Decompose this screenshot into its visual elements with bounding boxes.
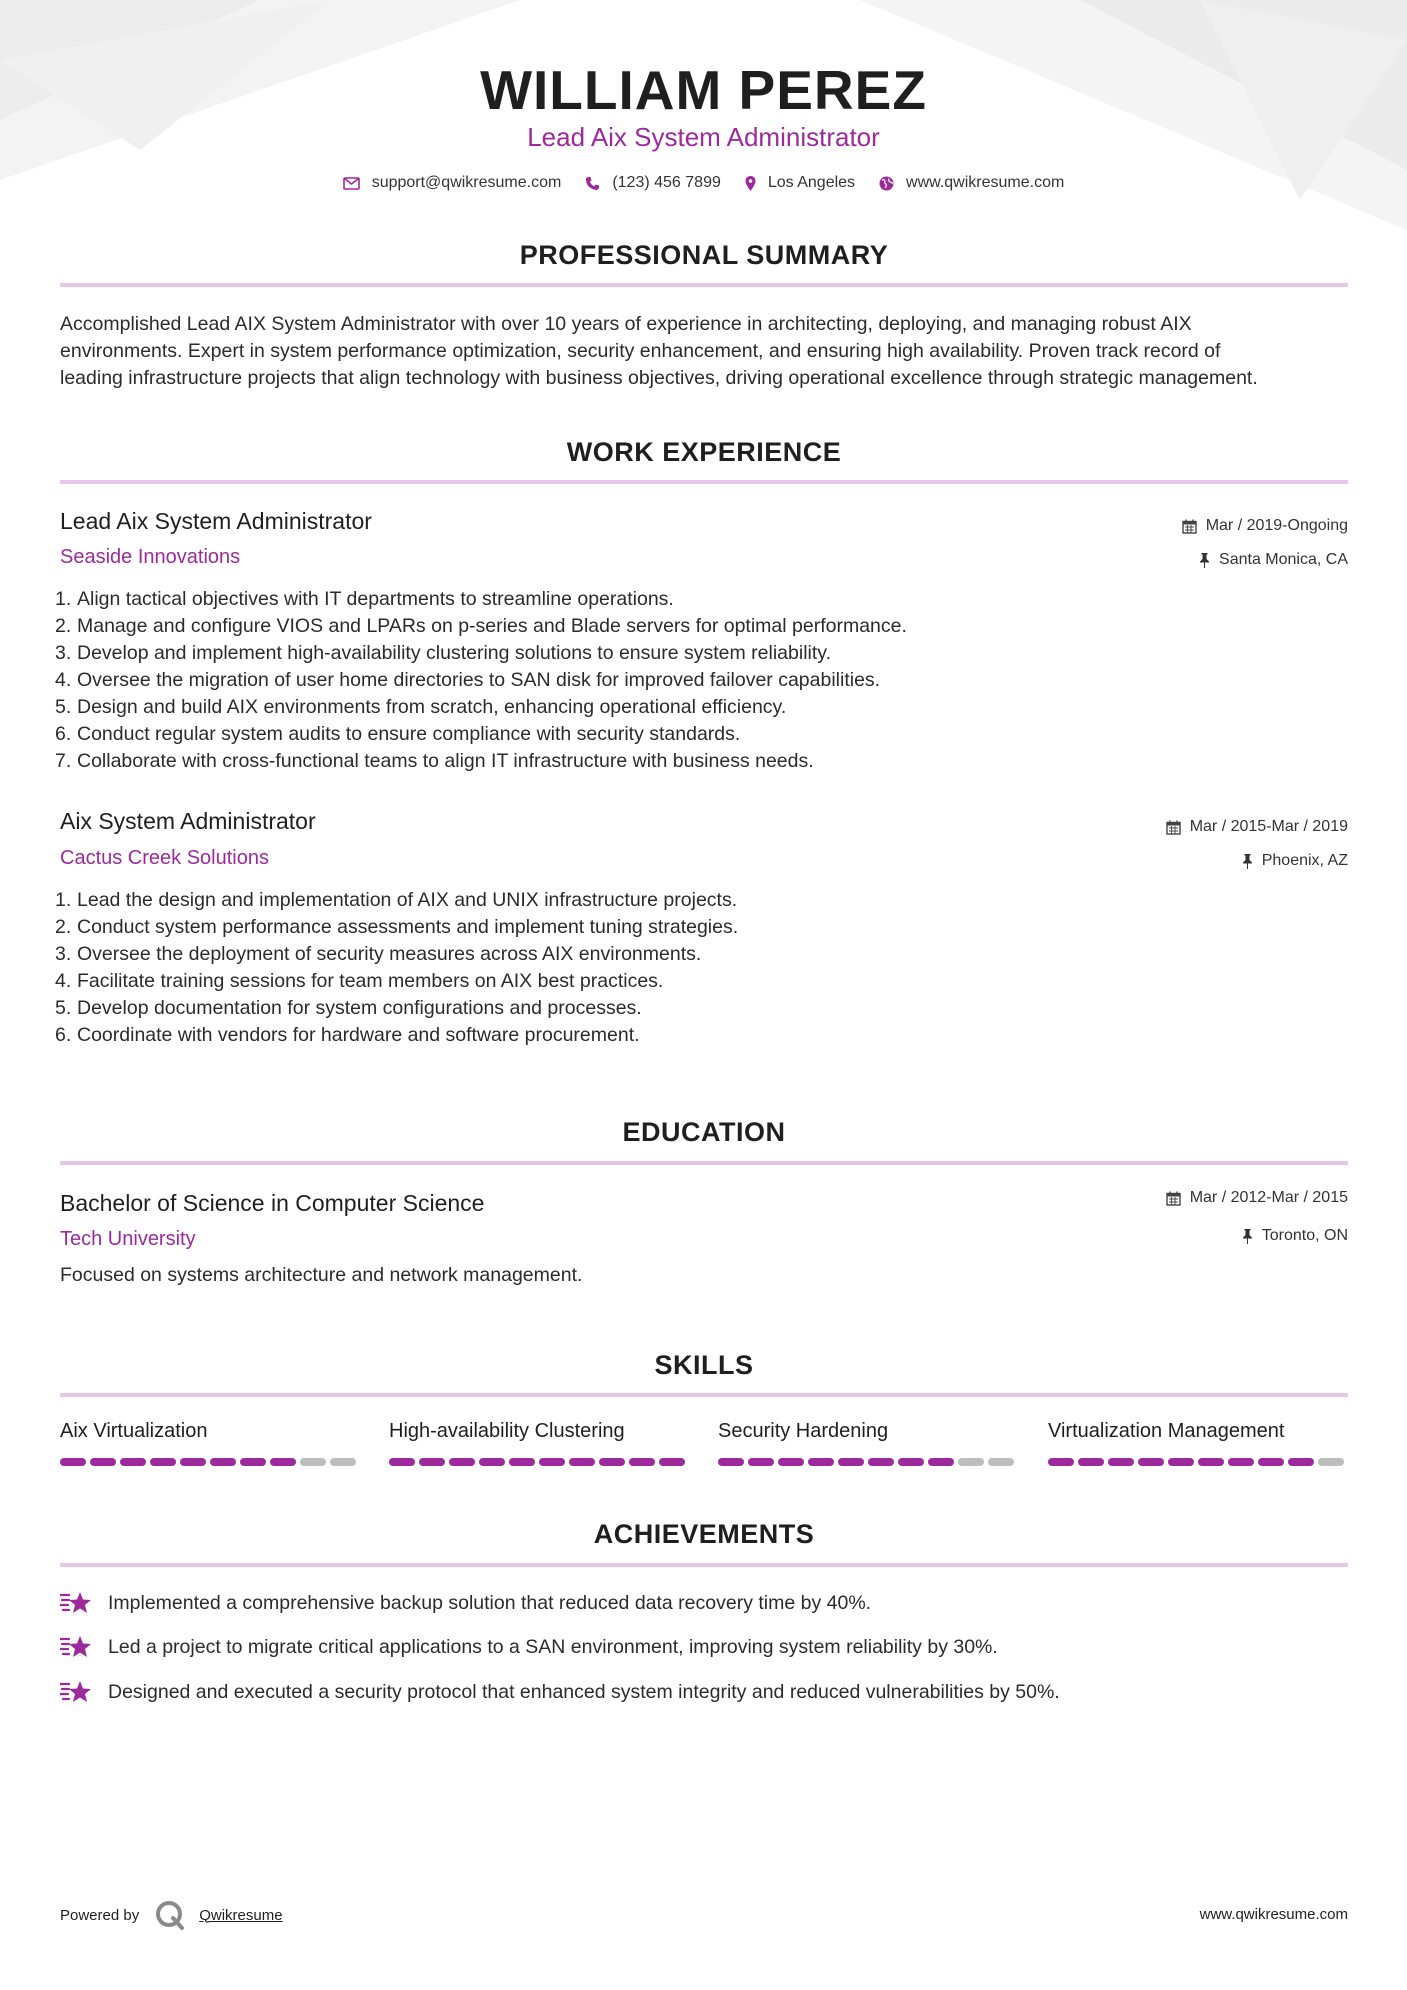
- pushpin-icon: [1242, 854, 1253, 869]
- contact-phone-text: (123) 456 7899: [612, 174, 721, 191]
- skill-segment-filled: [1138, 1458, 1164, 1466]
- list-item: 1. Align tactical objectives with IT departments to streamline operations.: [55, 588, 674, 610]
- contact-location-text: Los Angeles: [767, 174, 856, 191]
- skill-segment-filled: [90, 1458, 116, 1466]
- skill-segment-filled: [509, 1458, 535, 1466]
- skill-segment-filled: [180, 1458, 206, 1466]
- skill-segment-filled: [419, 1458, 445, 1466]
- pushpin-icon: [1199, 553, 1210, 568]
- job-dates-text: Mar / 2019-Ongoing: [1205, 517, 1348, 534]
- list-item: 2. Manage and configure VIOS and LPARs on p-series and Blade servers for optimal performance.: [55, 615, 907, 637]
- job-dates-text: Mar / 2015-Mar / 2019: [1189, 818, 1348, 835]
- achievement-item: [60, 1590, 871, 1616]
- calendar-icon: [1182, 519, 1197, 534]
- list-item: 6. Conduct regular system audits to ensure compliance with security standards.: [55, 723, 741, 745]
- education-location-text: Toronto, ON: [1261, 1227, 1348, 1244]
- calendar-icon: [1166, 820, 1181, 835]
- skill-segment-filled: [1108, 1458, 1134, 1466]
- skill-name: High-availability Clustering: [389, 1420, 625, 1442]
- skill-segment-filled: [599, 1458, 625, 1466]
- education-divider: [60, 1161, 1348, 1165]
- skill-segment-empty: [330, 1458, 356, 1466]
- skill-segment-filled: [748, 1458, 774, 1466]
- skill-segment-filled: [539, 1458, 565, 1466]
- skills-heading: SKILLS: [654, 1350, 754, 1380]
- list-item: 2. Conduct system performance assessments and implement tuning strategies.: [55, 916, 739, 938]
- contact-bar: [0, 174, 1407, 192]
- list-item: 3. Oversee the deployment of security measures across AIX environments.: [55, 943, 702, 965]
- skill-segment-filled: [569, 1458, 595, 1466]
- skill-segment-filled: [868, 1458, 894, 1466]
- achievements-divider: [60, 1563, 1348, 1567]
- globe-icon: [879, 176, 894, 191]
- skill-item: [389, 1420, 689, 1466]
- list-item: 5. Develop documentation for system configurations and processes.: [55, 997, 642, 1019]
- qwikresume-link[interactable]: Qwikresume: [199, 1906, 283, 1924]
- experience-heading: WORK EXPERIENCE: [566, 437, 842, 467]
- skill-item: [60, 1420, 360, 1466]
- skill-segment-filled: [120, 1458, 146, 1466]
- skill-segment-filled: [389, 1458, 415, 1466]
- candidate-name: WILLIAM PEREZ: [480, 59, 927, 121]
- company-name: Seaside Innovations: [60, 546, 241, 568]
- footer-powered-by: [60, 1900, 283, 1930]
- map-pin-icon: [745, 176, 756, 191]
- shooting-star-icon: [60, 1679, 92, 1705]
- education-description: Focused on systems architecture and network management.: [60, 1264, 583, 1286]
- envelope-icon: [343, 177, 360, 190]
- list-item: 6. Coordinate with vendors for hardware and software procurement.: [55, 1024, 640, 1046]
- job-location: [1199, 551, 1348, 569]
- skill-segment-filled: [150, 1458, 176, 1466]
- list-item: 3. Develop and implement high-availability clustering solutions to ensure system reliability.: [55, 642, 831, 664]
- skill-item: [718, 1420, 1018, 1466]
- skill-name: Security Hardening: [718, 1420, 889, 1442]
- contact-email[interactable]: [343, 174, 562, 192]
- skill-segment-empty: [1318, 1458, 1344, 1466]
- footer-website[interactable]: www.qwikresume.com: [1199, 1906, 1348, 1923]
- skill-segment-empty: [300, 1458, 326, 1466]
- degree-title: Bachelor of Science in Computer Science: [60, 1190, 485, 1216]
- contact-email-text: support@qwikresume.com: [371, 174, 562, 191]
- skill-segment-filled: [838, 1458, 864, 1466]
- skill-name: Virtualization Management: [1048, 1420, 1285, 1442]
- summary-line: environments. Expert in system performance optimization, security enhancement, and ensuring high availability. Proven track record of: [60, 340, 1221, 362]
- job-dates: [1166, 818, 1348, 836]
- skill-segment-filled: [210, 1458, 236, 1466]
- skill-segment-filled: [928, 1458, 954, 1466]
- education-dates: [1166, 1189, 1348, 1207]
- job-location: [1242, 852, 1348, 870]
- job-dates: [1182, 517, 1348, 535]
- phone-icon: [585, 176, 600, 191]
- shooting-star-icon: [60, 1634, 92, 1660]
- summary-heading: PROFESSIONAL SUMMARY: [519, 240, 889, 270]
- skill-segment-filled: [1228, 1458, 1254, 1466]
- shooting-star-icon: [60, 1590, 92, 1616]
- skill-item: [1048, 1420, 1348, 1466]
- achievement-text: Implemented a comprehensive backup solution that reduced data recovery time by 40%.: [108, 1591, 872, 1614]
- skill-segment-filled: [1288, 1458, 1314, 1466]
- achievement-text: Led a project to migrate critical applications to a SAN environment, improving system reliability by 30%.: [108, 1635, 998, 1658]
- skill-segment-filled: [659, 1458, 685, 1466]
- skill-segment-filled: [778, 1458, 804, 1466]
- skill-level-bar: [60, 1458, 360, 1466]
- skill-segment-filled: [479, 1458, 505, 1466]
- summary-divider: [60, 283, 1348, 287]
- achievement-text: Designed and executed a security protocol that enhanced system integrity and reduced vulnerabilities by 50%.: [108, 1680, 1060, 1703]
- skill-segment-filled: [449, 1458, 475, 1466]
- qwikresume-logo-icon: [155, 1900, 185, 1930]
- company-name: Cactus Creek Solutions: [60, 847, 269, 869]
- list-item: 4. Facilitate training sessions for team members on AIX best practices.: [55, 970, 664, 992]
- skill-segment-empty: [988, 1458, 1014, 1466]
- job-bullets: [55, 586, 907, 775]
- skill-segment-filled: [240, 1458, 266, 1466]
- candidate-title: Lead Aix System Administrator: [527, 122, 880, 152]
- job-title: Lead Aix System Administrator: [60, 508, 372, 534]
- powered-by-label: Powered by: [60, 1906, 140, 1924]
- education-location: [1242, 1227, 1348, 1245]
- summary-text: [60, 311, 1350, 392]
- summary-line: Accomplished Lead AIX System Administrator with over 10 years of experience in architecting, deploying, and managing robust AIX: [60, 313, 1192, 335]
- contact-website[interactable]: [879, 174, 1064, 192]
- skill-segment-filled: [1078, 1458, 1104, 1466]
- summary-line: leading infrastructure projects that align technology with business objectives, driving operational excellence through strategic management.: [60, 367, 1258, 389]
- skill-segment-filled: [270, 1458, 296, 1466]
- skill-segment-filled: [1198, 1458, 1224, 1466]
- job-location-text: Phoenix, AZ: [1261, 852, 1348, 869]
- calendar-icon: [1166, 1191, 1181, 1206]
- pushpin-icon: [1242, 1229, 1253, 1244]
- skill-segment-filled: [1258, 1458, 1284, 1466]
- skill-segment-filled: [808, 1458, 834, 1466]
- achievement-item: [60, 1679, 1060, 1705]
- skill-level-bar: [389, 1458, 689, 1466]
- contact-website-text: www.qwikresume.com: [906, 174, 1065, 191]
- experience-divider: [60, 480, 1348, 484]
- skill-segment-filled: [60, 1458, 86, 1466]
- job-title: Aix System Administrator: [60, 808, 316, 834]
- contact-location: [745, 174, 855, 192]
- skills-divider: [60, 1393, 1348, 1397]
- school-name: Tech University: [60, 1228, 196, 1250]
- job-bullets: [55, 887, 738, 1049]
- education-dates-text: Mar / 2012-Mar / 2015: [1189, 1189, 1348, 1206]
- skill-segment-filled: [898, 1458, 924, 1466]
- achievements-heading: ACHIEVEMENTS: [593, 1519, 815, 1549]
- skill-level-bar: [1048, 1458, 1348, 1466]
- education-heading: EDUCATION: [622, 1117, 786, 1147]
- skill-level-bar: [718, 1458, 1018, 1466]
- list-item: 5. Design and build AIX environments from scratch, enhancing operational efficiency.: [55, 696, 787, 718]
- skill-name: Aix Virtualization: [60, 1420, 208, 1442]
- list-item: 4. Oversee the migration of user home directories to SAN disk for improved failover capabilities.: [55, 669, 881, 691]
- skill-segment-filled: [629, 1458, 655, 1466]
- contact-phone[interactable]: [585, 174, 721, 192]
- job-location-text: Santa Monica, CA: [1219, 551, 1348, 568]
- skill-segment-filled: [718, 1458, 744, 1466]
- list-item: 7. Collaborate with cross-functional teams to align IT infrastructure with business needs.: [55, 750, 814, 772]
- achievement-item: [60, 1634, 998, 1660]
- list-item: 1. Lead the design and implementation of AIX and UNIX infrastructure projects.: [55, 889, 738, 911]
- skill-segment-filled: [1048, 1458, 1074, 1466]
- skill-segment-empty: [958, 1458, 984, 1466]
- skill-segment-filled: [1168, 1458, 1194, 1466]
